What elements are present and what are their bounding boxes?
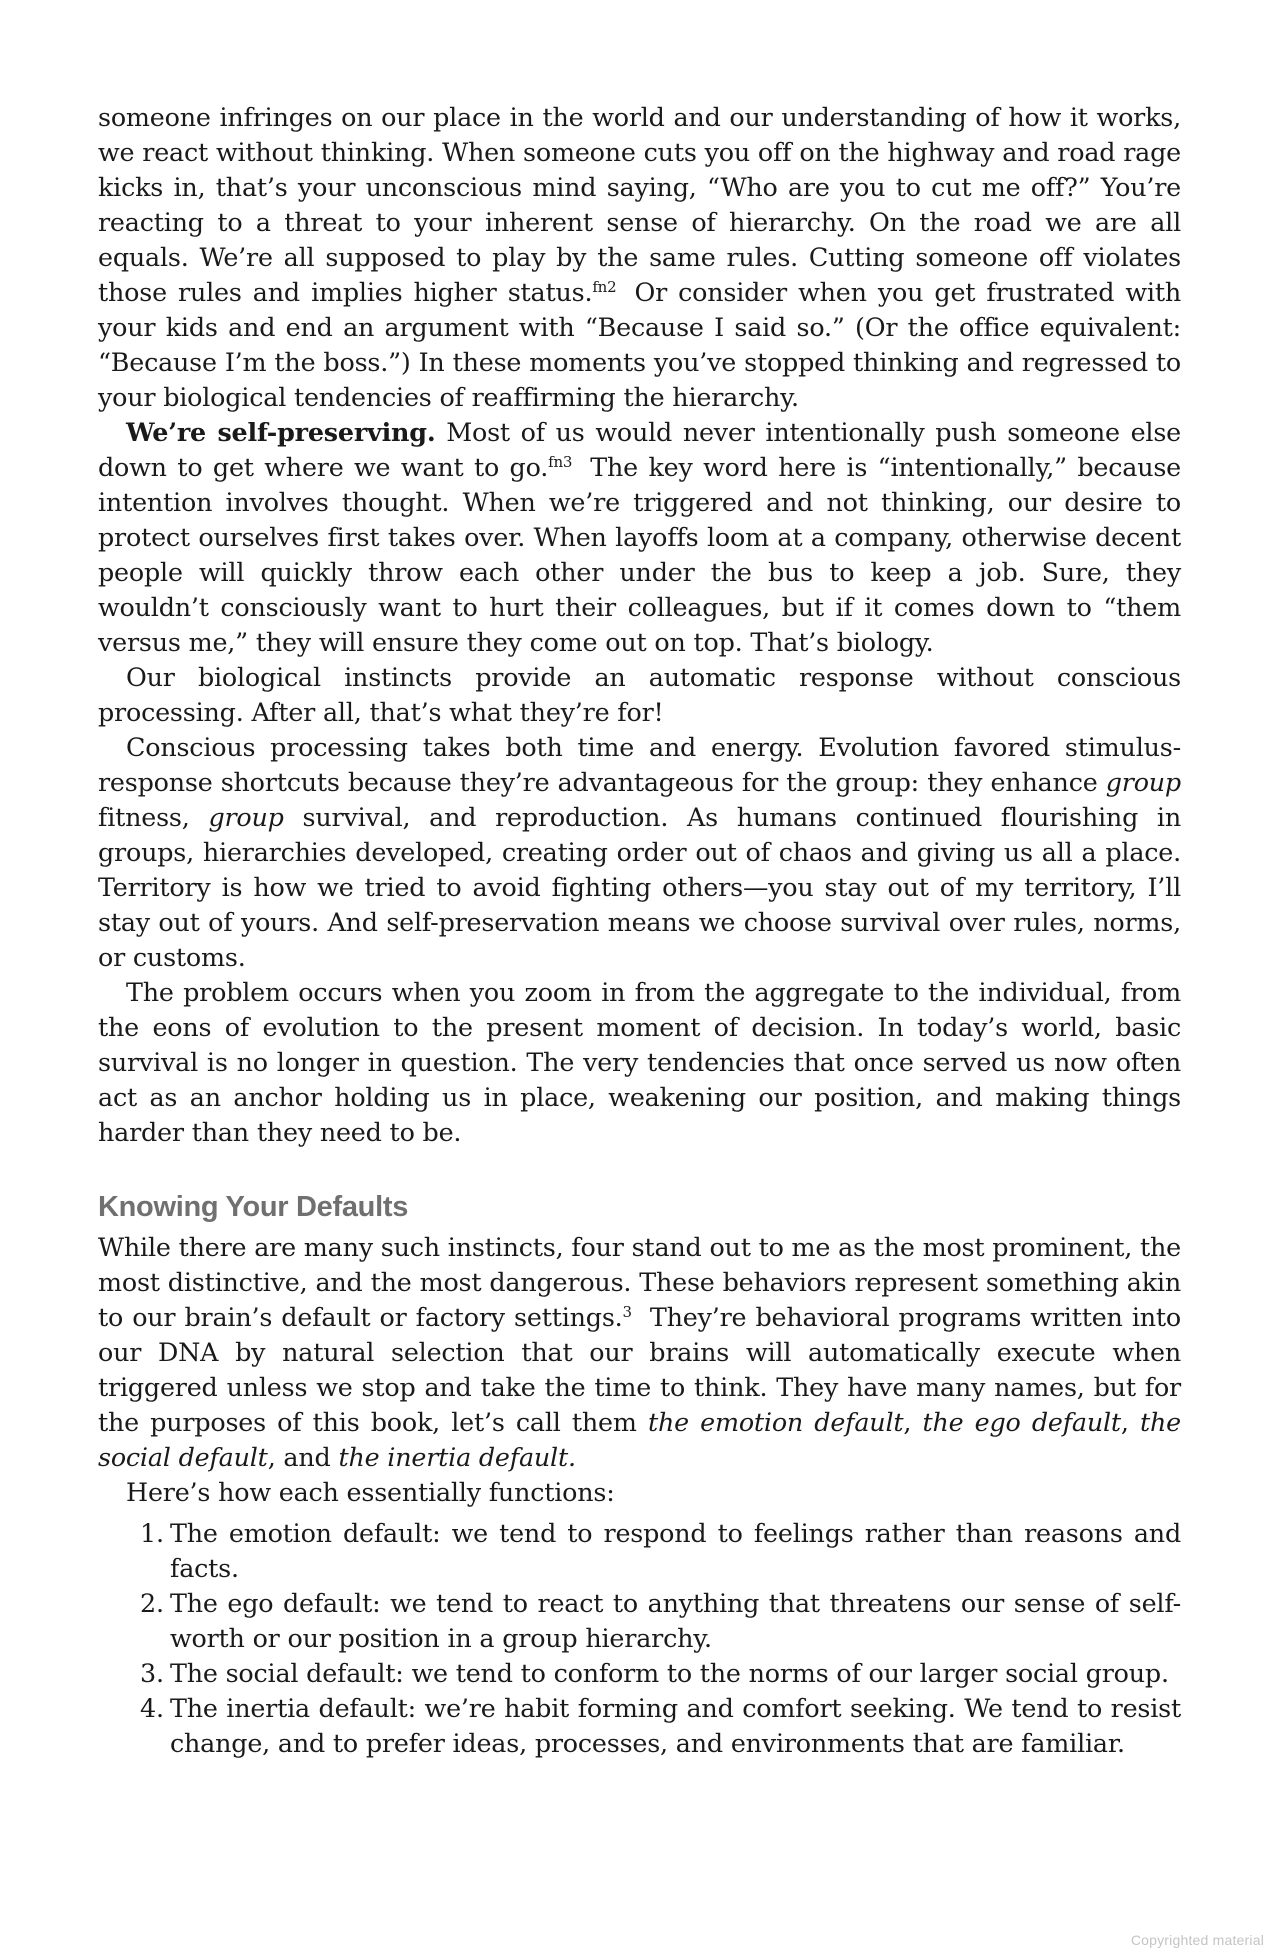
paragraph-problem: The problem occurs when you zoom in from the aggregate to the individual, from the eons of evolution to the present moment of decision. In today’s world, basic survival is no longer in question. The very tendencies that once served us now often act as an anchor holding us in place, weakening our position, and making things harder than they need to be. bbox=[98, 977, 1181, 1147]
footnote-marker[interactable]: fn2 bbox=[592, 278, 617, 296]
paragraph-self-preserving: We’re self-preserving. Most of us would never intentionally push someone else down to get where we want to go.$^{fn3}$ The key word here is “intentionally,” because intention involves thought. When we’re triggered and not thinking, our desire to protect ourselves first takes over. When layoffs loom at a company, otherwise decent people will quickly throw each other under the bus to keep a job. Sure, they wouldn’t consciously want to hurt their colleagues, but if it comes down to “them versus me,” they will ensure they come out on top. That’s biology. bbox=[98, 417, 1182, 657]
endnote-marker[interactable]: 3 bbox=[622, 1303, 632, 1321]
paragraph-conscious-processing: Conscious processing takes both time and energy. Evolution favored stimulus-response shortcuts because they’re advantageous for the group: they enhance group fitness, group survival, and reproduction. As humans continued flourishing in groups, hierarchies developed, creating order out of chaos and giving us all a place. Territory is how we tried to avoid fighting others—you stay out of my territory, I’ll stay out of yours. And self-preservation means we choose survival over rules, norms, or customs. bbox=[98, 732, 1182, 972]
list-number: 1. bbox=[140, 1518, 164, 1548]
footnote-marker[interactable]: fn3 bbox=[548, 453, 573, 471]
list-number: 2. bbox=[140, 1588, 164, 1618]
defaults-list bbox=[98, 1516, 1181, 1761]
book-page bbox=[98, 100, 1181, 1761]
list-item: 3. The social default: we tend to conform to the norms of our larger social group. bbox=[170, 1656, 1181, 1691]
list-item: 1. The emotion default: we tend to respond to feelings rather than reasons and facts. bbox=[140, 1518, 1181, 1583]
paragraph-defaults-intro: While there are many such instincts, four stand out to me as the most prominent, the most distinctive, and the most dangerous. These behaviors represent something akin to our brain’s default or factory settings.$^3$ They’re behavioral programs written into our DNA by natural selection that our brains will automatically execute when triggered unless we stop and take the time to think. They have many names, but for the purposes of this book, let’s call them the emotion default, the ego default, the social default, and the inertia default. bbox=[98, 1232, 1181, 1472]
paragraph-lead-in: Here’s how each essentially functions: bbox=[126, 1477, 615, 1507]
copyright-watermark: Copyrighted material bbox=[1130, 1932, 1264, 1948]
list-item: 4. The inertia default: we’re habit forming and comfort seeking. We tend to resist change, and to prefer ideas, processes, and environments that are familiar. bbox=[140, 1693, 1181, 1758]
section-heading: Knowing Your Defaults bbox=[98, 1191, 409, 1223]
list-item: 2. The ego default: we tend to react to anything that threatens our sense of self-worth or our position in a group hierarchy. bbox=[140, 1588, 1181, 1653]
paragraph-instincts: Our biological instincts provide an automatic response without conscious processing. After all, that’s what they’re for! bbox=[98, 662, 1181, 727]
list-number: 4. bbox=[140, 1693, 164, 1723]
paragraph-hierarchy: someone infringes on our place in the world and our understanding of how it works, we react without thinking. When someone cuts you off on the highway and road rage kicks in, that’s your unconscious mind saying, “Who are you to cut me off?” You’re reacting to a threat to your inherent sense of hierarchy. On the road we are all equals. We’re all supposed to play by the same rules. Cutting someone off violates those rules and implies higher status.$^{fn2}$ Or consider when you get frustrated with your kids and end an argument with “Because I said so.” (Or the office equivalent: “Because I’m the boss.”) In these moments you’ve stopped thinking and regressed to your biological tendencies of reaffirming the hierarchy. bbox=[98, 102, 1181, 412]
lead-term: We’re self-preserving. bbox=[126, 417, 436, 447]
list-number: 3. bbox=[140, 1658, 164, 1688]
